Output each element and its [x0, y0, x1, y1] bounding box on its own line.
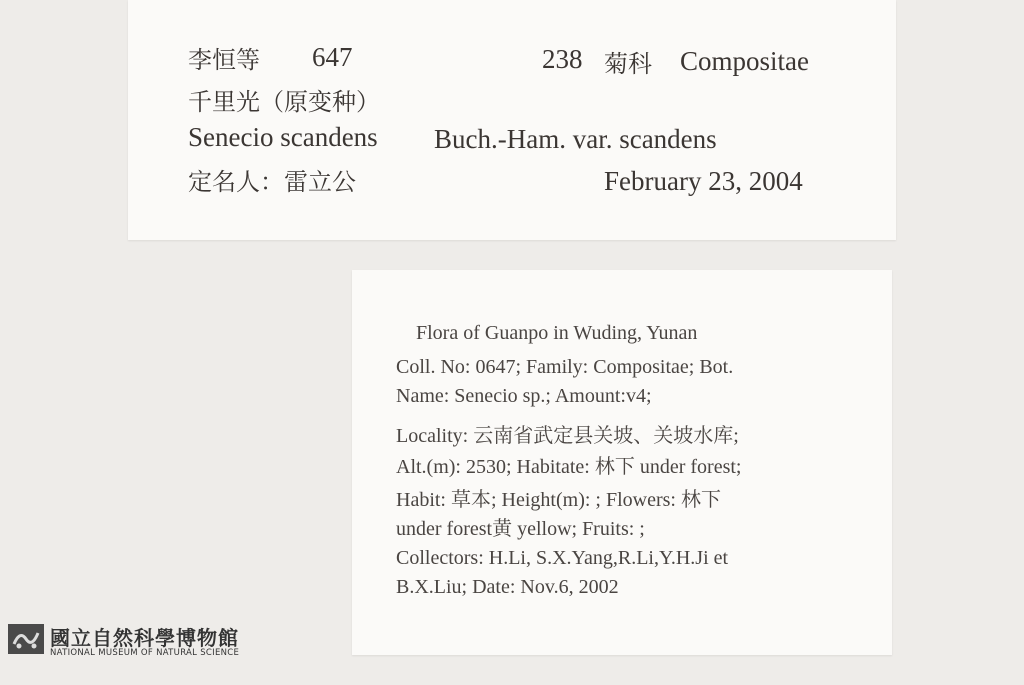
- determination-date: February 23, 2004: [604, 166, 803, 196]
- species-authority: Buch.-Ham. var. scandens: [434, 124, 717, 154]
- museum-name-en: NATIONAL MUSEUM OF NATURAL SCIENCE: [50, 648, 240, 658]
- label-line: Collectors: H.Li, S.X.Yang,R.Li,Y.H.Ji et: [396, 547, 729, 569]
- museum-logo: [8, 622, 268, 662]
- collector-name: 李恒等: [188, 46, 260, 74]
- museum-name-zh: 國立自然科學博物館: [50, 626, 239, 650]
- determination-label: [128, 0, 896, 240]
- collection-label: [352, 270, 892, 655]
- label-line: Coll. No: 0647; Family: Compositae; Bot.: [396, 356, 734, 378]
- label-line: Habit: 草本; Height(m): ; Flowers: 林下: [396, 489, 721, 511]
- label-line: under forest黄 yellow; Fruits: ;: [396, 518, 645, 540]
- label-heading: Flora of Guanpo in Wuding, Yunan: [416, 322, 698, 344]
- collection-number: 647: [312, 42, 353, 72]
- species-name: Senecio scandens: [188, 122, 378, 152]
- label-line: B.X.Liu; Date: Nov.6, 2002: [396, 576, 619, 598]
- label-line: Name: Senecio sp.; Amount:v4;: [396, 385, 652, 407]
- common-name: 千里光（原变种）: [188, 88, 380, 116]
- family-zh: 菊科: [604, 50, 652, 78]
- label-line: Locality: 云南省武定县关坡、关坡水库;: [396, 425, 739, 447]
- family-latin: Compositae: [680, 46, 809, 76]
- determiner: 定名人：雷立公: [188, 168, 356, 196]
- museum-logo-icon: [8, 624, 44, 654]
- label-line: Alt.(m): 2530; Habitate: 林下 under forest;: [396, 456, 742, 478]
- family-code: 238: [542, 44, 583, 74]
